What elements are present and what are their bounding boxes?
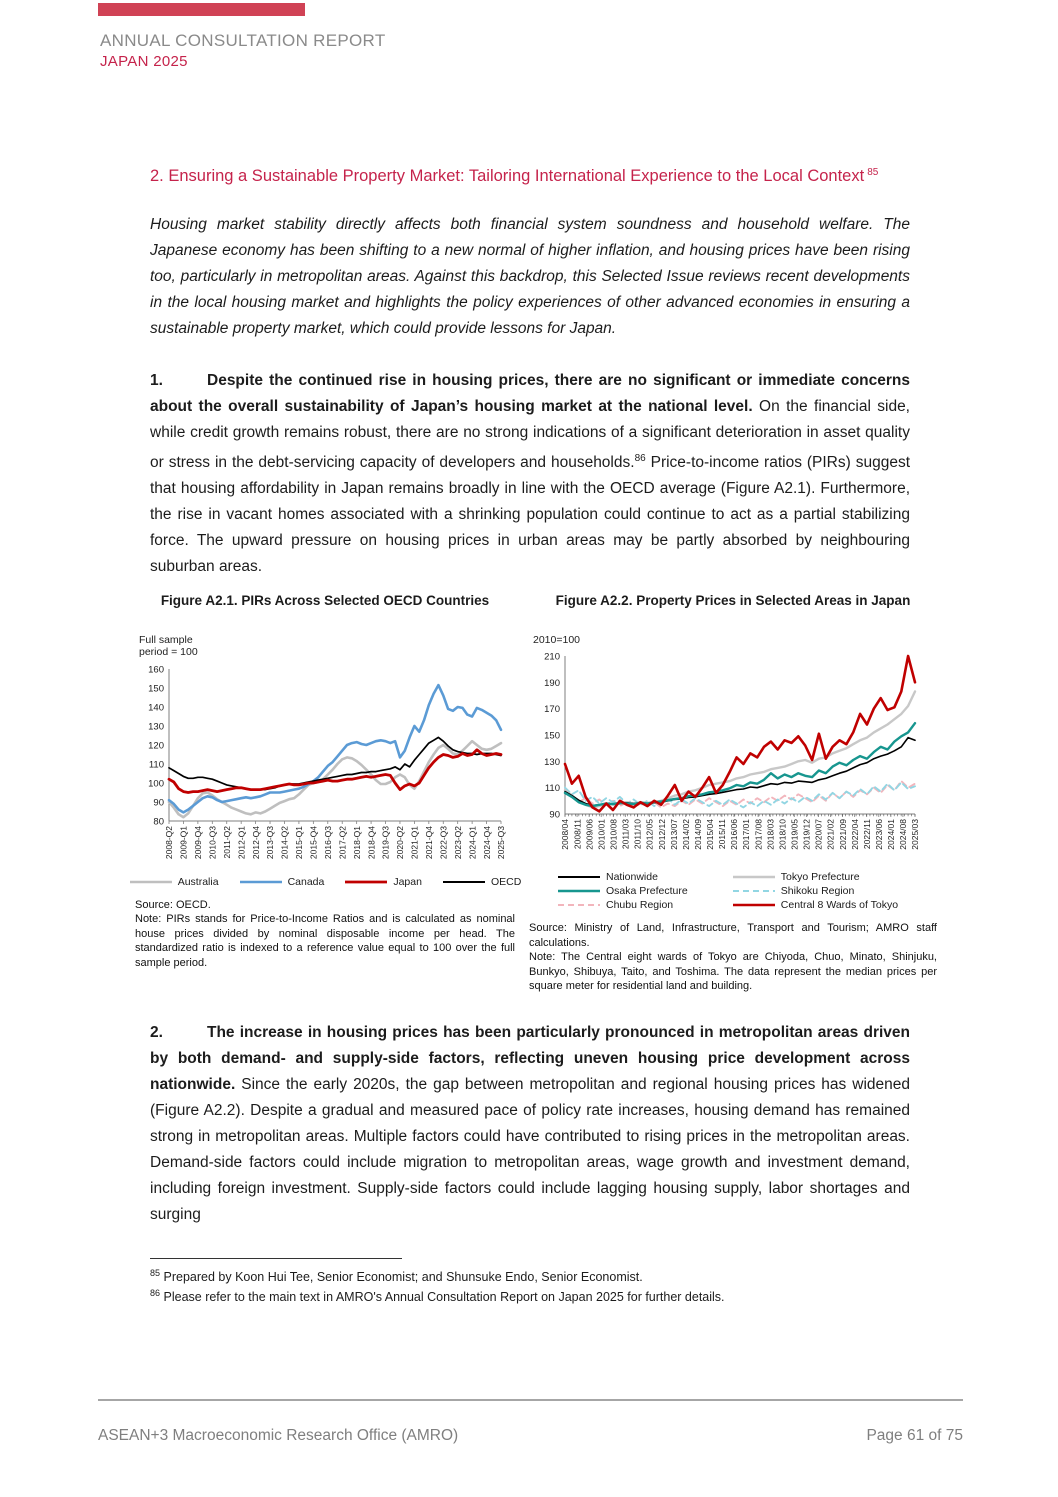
svg-text:2018-Q1: 2018-Q1 — [351, 825, 362, 859]
page-content-2 — [150, 994, 910, 1228]
svg-text:2012/12: 2012/12 — [656, 819, 667, 851]
svg-text:2010/01: 2010/01 — [596, 819, 607, 851]
report-header — [100, 30, 1058, 72]
legend-line-swatch — [442, 878, 486, 886]
footnote-85-text: Prepared by Koon Hui Tee, Senior Economist; and Shunsuke Endo, Senior Economist. — [163, 1269, 643, 1284]
page-content — [150, 72, 910, 580]
legend-item — [732, 871, 937, 883]
svg-text:2024/08: 2024/08 — [898, 819, 909, 851]
svg-text:150: 150 — [544, 730, 560, 742]
svg-text:2015-Q1: 2015-Q1 — [294, 825, 305, 859]
svg-text:160: 160 — [148, 664, 164, 676]
figure-a2-2-note: Note: The Central eight wards of Tokyo are Chiyoda, Chuo, Minato, Shinjuku, Bunkyo, Shibuya, Taito, and Toshima. The data represent the median prices per square meter for residential land and building. — [529, 951, 937, 993]
footnote-ref-86: 86 — [634, 452, 646, 464]
svg-text:2023/06: 2023/06 — [873, 819, 884, 851]
svg-text:2014/02: 2014/02 — [680, 819, 691, 851]
svg-text:2009-Q1: 2009-Q1 — [178, 825, 189, 859]
figure-a2-2-source-note — [529, 921, 937, 994]
svg-text:2025-Q3: 2025-Q3 — [496, 825, 507, 859]
legend-label: Osaka Prefecture — [606, 885, 688, 898]
svg-text:90: 90 — [549, 809, 560, 821]
legend-item — [344, 876, 422, 888]
svg-text:2011-Q2: 2011-Q2 — [221, 825, 232, 859]
svg-text:100: 100 — [148, 778, 164, 790]
figure-a2-1-source-note — [135, 898, 515, 971]
figure-a2-2 — [529, 592, 937, 994]
svg-text:2025/03: 2025/03 — [910, 819, 921, 851]
footnote-86-ref: 86 — [150, 1287, 161, 1298]
figure-a2-1-axis-note: Full sample period = 100 — [139, 633, 198, 659]
legend-item — [442, 876, 521, 888]
page-footer — [98, 1399, 963, 1445]
svg-text:150: 150 — [148, 683, 164, 695]
svg-text:2019/05: 2019/05 — [789, 819, 800, 851]
svg-text:2018-Q4: 2018-Q4 — [366, 825, 377, 859]
svg-text:130: 130 — [544, 757, 560, 769]
legend-line-swatch — [129, 878, 173, 886]
legend-line-swatch — [732, 887, 776, 895]
paragraph-2-bold-lead: The increase in housing prices has been particularly pronounced in metropolitan areas driven by both demand- and supply-side factors, reflecting uneven housing price development across nationwide. — [150, 1023, 910, 1093]
figures-row — [135, 592, 945, 994]
figure-a2-1-source: Source: OECD. — [135, 898, 211, 911]
legend-label: Chubu Region — [606, 899, 674, 912]
svg-text:2009/06: 2009/06 — [584, 819, 595, 851]
report-title: ANNUAL CONSULTATION REPORT — [100, 31, 386, 50]
svg-text:2015-Q4: 2015-Q4 — [308, 825, 319, 859]
paragraph-1-text: On the financial side, while credit growth remains robust, there are no strong indications of a significant deterioration in asset quality or stress in the debt-servicing capacity of developers and households. — [150, 397, 910, 471]
footnote-85 — [150, 1267, 910, 1287]
svg-text:2016-Q3: 2016-Q3 — [322, 825, 333, 859]
footer-page-number: Page 61 of 75 — [866, 1427, 963, 1444]
svg-text:2018/03: 2018/03 — [765, 819, 776, 851]
svg-text:190: 190 — [544, 678, 560, 690]
legend-line-swatch — [557, 887, 601, 895]
paragraph-2-number: 2. — [150, 1023, 163, 1041]
legend-label: Tokyo Prefecture — [780, 871, 860, 884]
figure-a2-2-axis-note: 2010=100 — [533, 633, 581, 646]
legend-line-swatch — [557, 873, 601, 881]
legend-item — [557, 885, 732, 897]
svg-text:2008/11: 2008/11 — [572, 819, 583, 850]
legend-label: OECD — [490, 875, 522, 888]
svg-text:2014-Q2: 2014-Q2 — [279, 825, 290, 859]
paragraph-1-bold-lead: Despite the continued rise in housing prices, there are no significant or immediate concerns about the overall sustainability of Japan’s housing market at the national level. — [150, 371, 910, 415]
legend-item — [732, 885, 937, 897]
svg-text:2022/11: 2022/11 — [861, 819, 872, 850]
legend-line-swatch — [557, 901, 601, 909]
svg-text:110: 110 — [544, 783, 560, 795]
property-price-line-chart — [529, 648, 937, 869]
paragraph-1-text-cont: Price-to-income ratios (PIRs) suggest that housing affordability in Japan remains broadly in line with the OECD average (Figure A2.1). Furthermore, the rise in vacant homes associated with a shrinking population could continue to act as a partial stabilizing force. The upward pressure on housing prices in urban areas may be partly absorbed by neighbouring suburban areas. — [150, 453, 910, 575]
paragraph-2-text: Since the early 2020s, the gap between metropolitan and regional housing prices has widened (Figure A2.2). Despite a gradual and measured pace of policy rate increases, housing demand has remained strong in metropolitan areas. Multiple factors could have contributed to rising prices in the metropolitan areas. Demand-side factors could include migration to metropolitan areas, wage growth and investment demand, including foreign investment. Supply-side factors could include lagging housing supply, labor shortages and surging — [150, 1075, 911, 1223]
legend-item — [557, 871, 732, 883]
footnote-85-ref: 85 — [150, 1267, 161, 1278]
footnote-86 — [150, 1287, 910, 1307]
figure-a2-2-title: Figure A2.2. Property Prices in Selected Areas in Japan — [555, 592, 911, 608]
legend-item — [557, 899, 732, 911]
svg-text:2014/09: 2014/09 — [692, 819, 703, 851]
legend-label: Central 8 Wards of Tokyo — [780, 899, 899, 912]
svg-text:2021/09: 2021/09 — [837, 819, 848, 851]
legend-item — [239, 876, 325, 888]
chart-canvas — [135, 661, 513, 869]
svg-text:210: 210 — [544, 651, 560, 663]
svg-text:2015/04: 2015/04 — [705, 819, 716, 851]
svg-text:2021-Q1: 2021-Q1 — [409, 825, 420, 859]
legend-label: Canada — [287, 875, 325, 888]
legend-line-swatch — [344, 878, 388, 886]
svg-text:2023-Q2: 2023-Q2 — [452, 825, 463, 859]
paragraph-1-number: 1. — [150, 371, 163, 389]
figure-a2-1-title: Figure A2.1. PIRs Across Selected OECD Countries — [160, 592, 490, 608]
svg-text:2010/08: 2010/08 — [608, 819, 619, 851]
svg-text:2019-Q3: 2019-Q3 — [380, 825, 391, 859]
svg-text:2010-Q3: 2010-Q3 — [207, 825, 218, 859]
svg-text:2012/05: 2012/05 — [644, 819, 655, 851]
legend-item — [129, 876, 219, 888]
svg-text:2012-Q4: 2012-Q4 — [250, 825, 261, 859]
svg-text:2017/08: 2017/08 — [753, 819, 764, 851]
abstract-paragraph: Housing market stability directly affects both financial system soundness and household welfare. The Japanese economy has been shifting to a new normal of higher inflation, and housing prices have been rising too, particularly in metropolitan areas. Against this backdrop, this Selected Issue reviews recent developments in the local housing market and highlights the policy experiences of other advanced economies in ensuring a sustainable property market, which could provide lessons for Japan. — [150, 215, 910, 337]
figure-a2-1-note: Note: PIRs stands for Price-to-Income Ratios and is calculated as nominal house prices divided by nominal disposable income per head. The standardized ratio is indexed to a reference value equal to 100 over the full sample period. — [135, 913, 515, 969]
svg-text:140: 140 — [148, 702, 164, 714]
legend-line-swatch — [732, 901, 776, 909]
figure-a2-2-source: Source: Ministry of Land, Infrastructure, Transport and Tourism; AMRO staff calculations. — [529, 922, 937, 949]
report-subtitle: JAPAN 2025 — [100, 53, 188, 71]
svg-text:2016/06: 2016/06 — [729, 819, 740, 851]
footer-organization: ASEAN+3 Macroeconomic Research Office (AMRO) — [98, 1427, 459, 1444]
section-heading — [150, 164, 910, 190]
svg-text:170: 170 — [544, 704, 560, 716]
chart-canvas — [529, 648, 929, 864]
svg-text:90: 90 — [153, 797, 164, 809]
svg-text:130: 130 — [148, 721, 164, 733]
svg-text:2015/11: 2015/11 — [717, 819, 728, 850]
svg-text:2013-Q3: 2013-Q3 — [265, 825, 276, 859]
legend-label: Japan — [393, 875, 422, 888]
svg-text:2013/07: 2013/07 — [668, 819, 679, 851]
brand-color-bar — [98, 3, 305, 16]
figure-a2-1 — [135, 592, 522, 994]
svg-text:2022/04: 2022/04 — [849, 819, 860, 851]
svg-text:2022-Q3: 2022-Q3 — [438, 825, 449, 859]
figure-a2-2-legend — [557, 871, 937, 911]
svg-text:2017/01: 2017/01 — [741, 819, 752, 851]
footnotes-block — [150, 1258, 910, 1307]
svg-text:2009-Q4: 2009-Q4 — [193, 825, 204, 859]
svg-text:110: 110 — [148, 759, 164, 771]
footnote-86-text: Please refer to the main text in AMRO's Annual Consultation Report on Japan 2025 for further details. — [163, 1289, 725, 1304]
pir-line-chart — [135, 661, 515, 874]
svg-text:2021-Q4: 2021-Q4 — [424, 825, 435, 859]
section-heading-text: 2. Ensuring a Sustainable Property Market: Tailoring International Experience to the Local Context — [150, 167, 865, 185]
heading-footnote-ref: 85 — [867, 166, 879, 178]
figure-a2-1-legend — [135, 875, 522, 888]
footnote-divider — [150, 1258, 402, 1259]
svg-text:120: 120 — [148, 740, 164, 752]
svg-text:2020-Q2: 2020-Q2 — [395, 825, 406, 859]
legend-item — [732, 899, 937, 911]
svg-text:2021/02: 2021/02 — [825, 819, 836, 851]
svg-text:2012-Q1: 2012-Q1 — [236, 825, 247, 859]
svg-text:2020/07: 2020/07 — [813, 819, 824, 851]
svg-text:2019/12: 2019/12 — [801, 819, 812, 851]
svg-text:2017-Q2: 2017-Q2 — [337, 825, 348, 859]
svg-text:2024-Q1: 2024-Q1 — [467, 825, 478, 859]
svg-text:80: 80 — [153, 816, 164, 828]
legend-label: Australia — [177, 875, 219, 888]
svg-text:2011/03: 2011/03 — [620, 819, 631, 850]
legend-label: Nationwide — [606, 871, 658, 884]
paragraph-1 — [150, 368, 910, 580]
svg-text:2024-Q4: 2024-Q4 — [481, 825, 492, 859]
paragraph-2 — [150, 1020, 910, 1228]
svg-text:2018/10: 2018/10 — [777, 819, 788, 851]
legend-line-swatch — [239, 878, 283, 886]
svg-text:2008-Q2: 2008-Q2 — [164, 825, 175, 859]
legend-label: Shikoku Region — [780, 885, 855, 898]
svg-text:2008/04: 2008/04 — [560, 819, 571, 851]
svg-text:2024/01: 2024/01 — [886, 819, 897, 851]
legend-line-swatch — [732, 873, 776, 881]
svg-text:2011/10: 2011/10 — [632, 819, 643, 850]
